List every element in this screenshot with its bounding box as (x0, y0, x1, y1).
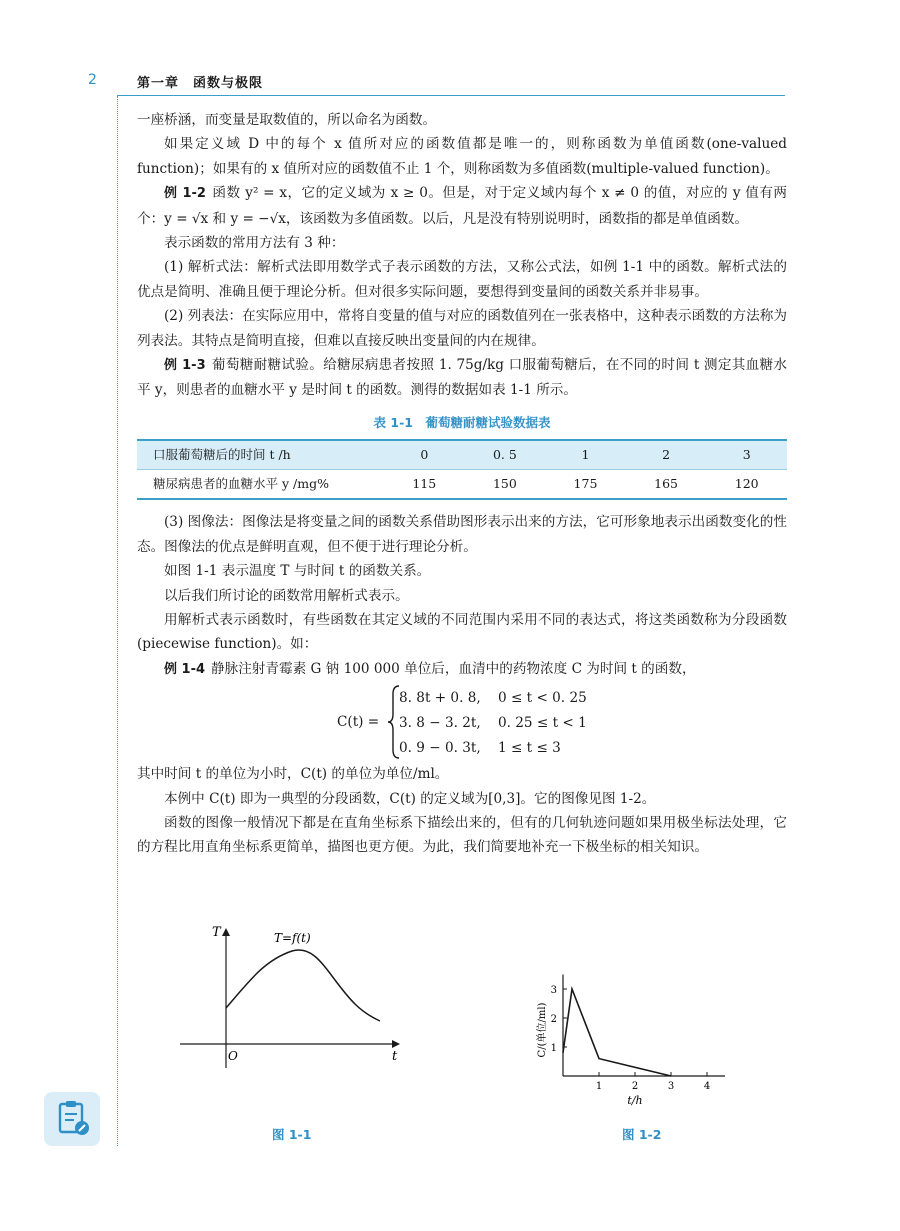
paragraph: 如果定义域 D 中的每个 x 值所对应的函数值都是唯一的，则称函数为单值函数(one-valued function)；如果有的 x 值所对应的函数值不止 1 个，则称函数为多值函数(multiple-valued function)。 (137, 136, 787, 177)
figure-1-2-caption: 图 1-2 (622, 1127, 662, 1142)
paragraph: 函数的图像一般情况下都是在直角坐标系下描绘出来的，但有的几何轨迹问题如果用极坐标法处理，它的方程比用直角坐标系更简单，描图也更方便。为此，我们简要地补充一下极坐标的相关知识。 (137, 814, 787, 856)
x-tick-label: 2 (631, 1081, 639, 1092)
formula-lhs: C(t) = (337, 714, 380, 731)
example-1-2 (137, 181, 787, 231)
figure-1-1 (170, 920, 410, 1070)
example-1-4 (137, 657, 787, 682)
example-text: 函数 y² = x，它的定义域为 x ≥ 0。但是，对于定义域内每个 x ≠ 0 的值，对应的 y 值有两个：y = √x 和 y = −√x，该函数为多值函数。以后，凡是没有特别说明时，函数指的都是单值函数。 (137, 185, 787, 227)
page-number: 2 (88, 72, 97, 88)
table-cell: 115 (384, 470, 465, 500)
y-tick-label: 3 (550, 985, 557, 996)
piecewise-formula (137, 684, 787, 760)
table-cell: 口服葡萄糖后的时间 t /h (137, 440, 384, 470)
concentration-line (563, 989, 671, 1076)
notes-pencil-icon (44, 1092, 100, 1146)
header-rule (117, 95, 785, 96)
example-label: 例 1-4 (164, 661, 206, 677)
paragraph: 一座桥涵，而变量是取数值的，所以命名为函数。 (137, 112, 437, 128)
table-cell: 175 (545, 470, 626, 500)
y-tick-label: 2 (550, 1014, 557, 1025)
x-tick-label: 4 (703, 1081, 711, 1092)
paragraph: 如图 1-1 表示温度 T 与时间 t 的函数关系。 (164, 563, 431, 580)
table-cell: 165 (626, 470, 707, 500)
table-cell: 120 (706, 470, 787, 500)
table-cell: 2 (626, 440, 707, 470)
formula-case: 3. 8 − 3. 2t, 0. 25 ≤ t < 1 (399, 715, 587, 732)
example-text: 葡萄糖耐糖试验。给糖尿病患者按照 1. 75g/kg 口服葡萄糖后，在不同的时间 t 测定其血糖水平 y，则患者的血糖水平 y 是时间 t 的函数。测得的数据如表 1-1 所示。 (137, 357, 787, 399)
paragraph: 其中时间 t 的单位为小时，C(t) 的单位为单位/ml。 (137, 766, 449, 783)
paragraph: (2) 列表法：在实际应用中，常将自变量的值与对应的函数值列在一张表格中，这种表示函数的方法称为列表法。其特点是简明直接，但难以直接反映出变量间的内在规律。 (137, 308, 787, 349)
paragraph: (1) 解析式法：解析式法即用数学式子表示函数的方法，又称公式法，如例 1-1 中的函数。解析式法的优点是简明、准确且便于理论分析。但对很多实际问题，要想得到变量间的函数关系并非易事。 (137, 259, 787, 300)
notes-button[interactable] (44, 1092, 100, 1146)
y-axis-label: C/(单位/ml) (537, 1002, 548, 1058)
x-axis-label: t (392, 1049, 398, 1064)
table-cell: 150 (465, 470, 546, 500)
y-axis-arrow (222, 928, 230, 936)
margin-rule (117, 96, 118, 1146)
table-caption: 表 1-1 葡萄糖耐糖试验数据表 (373, 414, 551, 430)
figure-1-1-caption: 图 1-1 (272, 1127, 312, 1142)
chapter-title: 第一章 函数与极限 (137, 76, 264, 91)
paragraph: 表示函数的常用方法有 3 种： (164, 235, 345, 252)
x-axis-label: t/h (627, 1094, 643, 1107)
example-label: 例 1-2 (164, 186, 206, 202)
paragraph: 以后我们所讨论的函数常用解析式表示。 (164, 587, 409, 604)
table-cell: 3 (706, 440, 787, 470)
formula-case: 0. 9 − 0. 3t, 1 ≤ t ≤ 3 (399, 740, 561, 757)
formula-case: 8. 8t + 0. 8, 0 ≤ t < 0. 25 (399, 690, 587, 707)
table-row (137, 440, 787, 470)
table-cell: 0 (384, 440, 465, 470)
table-row (137, 470, 787, 500)
table-cell: 1 (545, 440, 626, 470)
example-label: 例 1-3 (164, 358, 206, 374)
x-tick-label: 1 (595, 1081, 603, 1092)
paragraph: (3) 图像法：图像法是将变量之间的函数关系借助图形表示出来的方法，它可形象地表示出函数变化的性态。图像法的优点是鲜明直观，但不便于进行理论分析。 (137, 514, 787, 555)
example-text: 静脉注射青霉素 G 钠 100 000 单位后，血清中的药物浓度 C 为时间 t 的函数， (211, 660, 696, 677)
data-table (137, 439, 787, 500)
main-text (137, 108, 787, 860)
paragraph: 用解析式表示函数时，有些函数在其定义域的不同范围内采用不同的表达式，将这类函数称为分段函数(piecewise function)。如： (137, 611, 787, 653)
curve-label: T=f(t) (274, 931, 311, 945)
curve-T (226, 950, 380, 1021)
origin-label: O (228, 1049, 238, 1063)
y-tick-label: 1 (550, 1043, 557, 1054)
x-tick-label: 3 (667, 1081, 675, 1092)
y-axis-label: T (212, 925, 221, 940)
figure-1-2 (525, 950, 755, 1120)
table-cell: 0. 5 (465, 440, 546, 470)
x-axis-arrow (392, 1040, 400, 1048)
example-1-3 (137, 353, 787, 403)
paragraph: 本例中 C(t) 即为一典型的分段函数，C(t) 的定义域为[0,3]。它的图像见图 1-2。 (164, 790, 656, 807)
table-cell: 糖尿病患者的血糖水平 y /mg% (137, 470, 384, 500)
